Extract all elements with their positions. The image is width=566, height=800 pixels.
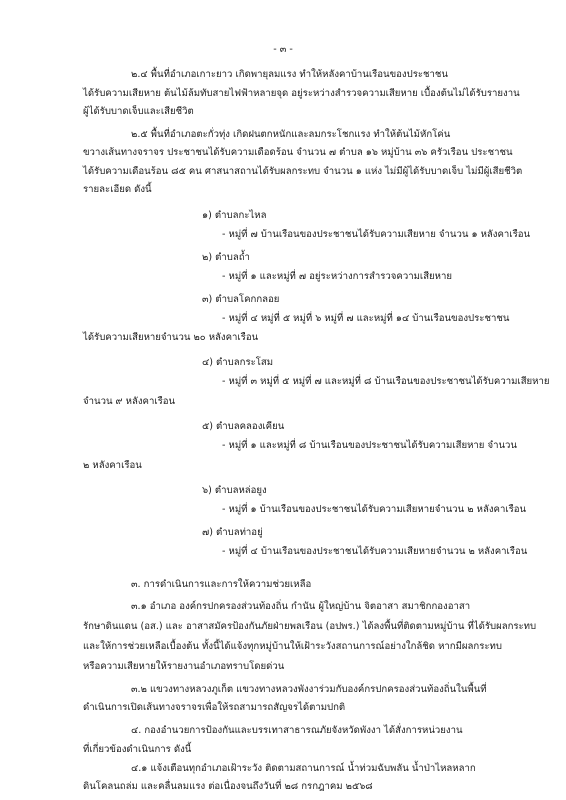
subdistrict-detail-cont: ๒ หลังคาเรือน xyxy=(83,460,142,471)
section-4-line: ๔. กองอำนวยการป้องกันและบรรเทาสาธารณภัยจังหวัดพังงา ได้สั่งการหน่วยงาน xyxy=(131,725,463,736)
paragraph-4-1-line: ๔.๑ แจ้งเตือนทุกอำเภอเฝ้าระวัง ติดตามสถานการณ์ น้ำท่วมฉับพลัน น้ำป่าไหลหลาก xyxy=(131,763,476,774)
paragraph-4-1-line: ดินโคลนถล่ม และคลื่นลมแรง ต่อเนื่องจนถึงวันที่ ๒๘ กรกฎาคม ๒๕๖๘ xyxy=(83,781,373,792)
subdistrict-heading: ๔) ตำบลกระโสม xyxy=(202,357,274,368)
section-4-line: ที่เกี่ยวข้องดำเนินการ ดังนี้ xyxy=(83,744,192,755)
subdistrict-heading: ๓) ตำบลโคกกลอย xyxy=(202,294,280,305)
subdistrict-detail: - หมู่ที่ ๑ และหมู่ที่ ๘ บ้านเรือนของประชาชนได้รับความเสียหาย จำนวน xyxy=(222,440,517,451)
page-number: - ๓ - xyxy=(273,44,293,55)
subdistrict-detail: - หมู่ที่ ๔ หมู่ที่ ๕ หมู่ที่ ๖ หมู่ที่ ๗ และหมู่ที่ ๑๔ บ้านเรือนของประชาชน xyxy=(222,313,510,324)
subdistrict-detail-cont: จำนวน ๙ หลังคาเรือน xyxy=(83,396,176,407)
paragraph-2-5-line: ๒.๕ พื้นที่อำเภอตะกั่วทุ่ง เกิดฝนตกหนักและลมกระโชกแรง ทำให้ต้นไม้หักโค่น xyxy=(131,129,451,140)
subdistrict-detail: - หมู่ที่ ๔ บ้านเรือนของประชาชนได้รับความเสียหายจำนวน ๒ หลังคาเรือน xyxy=(222,546,528,557)
paragraph-3-1-line: หรือความเสียหายให้รายงานอำเภอทราบโดยด่วน xyxy=(83,661,285,672)
paragraph-2-5-line: ได้รับความเดือนร้อน ๘๕ คน ศาสนาสถานได้รับผลกระทบ จำนวน ๑ แห่ง ไม่มีผู้ได้รับบาดเจ็บ ไม่มีผู้เสียชีวิต xyxy=(83,166,523,177)
paragraph-3-2-line: ดำเนินการเปิดเส้นทางจราจรเพื่อให้รถสามารถสัญจรได้ตามปกติ xyxy=(83,702,346,713)
paragraph-2-4-line: ได้รับความเสียหาย ต้นไม้ล้มทับสายไฟฟ้าหลายจุด อยู่ระหว่างสำรวจความเสียหาย เบื้องต้นไม่ได้รับรายงาน xyxy=(83,88,520,99)
subdistrict-detail: - หมู่ที่ ๗ บ้านเรือนของประชาชนได้รับความเสียหาย จำนวน ๑ หลังคาเรือน xyxy=(222,229,531,240)
paragraph-3-2-line: ๓.๒ แขวงทางหลวงภูเก็ต แขวงทางหลวงพังงาร่วมกับองค์กรปกครองส่วนท้องถิ่นในพื้นที่ xyxy=(131,684,487,695)
section-3-heading: ๓. การดำเนินการและการให้ความช่วยเหลือ xyxy=(131,579,312,590)
subdistrict-detail-cont: ได้รับความเสียหายจำนวน ๒๐ หลังคาเรือน xyxy=(83,332,259,343)
subdistrict-heading: ๒) ตำบลถ้ำ xyxy=(202,252,250,263)
paragraph-2-4-line: ๒.๔ พื้นที่อำเภอเกาะยาว เกิดพายุลมแรง ทำให้หลังคาบ้านเรือนของประชาชน xyxy=(131,69,448,80)
paragraph-3-1-line: ๓.๑ อำเภอ องค์กรปกครองส่วนท้องถิ่น กำนัน ผู้ใหญ่บ้าน จิตอาสา สมาชิกกองอาสา xyxy=(131,601,471,612)
paragraph-3-1-line: และให้การช่วยเหลือเบื้องต้น ทั้งนี้ได้แจ้งทุกหมู่บ้านให้เฝ้าระวังสถานการณ์อย่างใกล้ชิด หากมีผลกระทบ xyxy=(83,641,502,652)
subdistrict-detail: - หมู่ที่ ๑ และหมู่ที่ ๗ อยู่ระหว่างการสำรวจความเสียหาย xyxy=(222,271,453,282)
paragraph-3-1-line: รักษาดินแดน (อส.) และ อาสาสมัครป้องกันภัยฝ่ายพลเรือน (อปพร.) ได้ลงพื้นที่ติดตามหมู่บ้าน ที่ได้รับผลกระทบ xyxy=(83,621,537,632)
subdistrict-detail: - หมู่ที่ ๑ บ้านเรือนของประชาชนได้รับความเสียหายจำนวน ๒ หลังคาเรือน xyxy=(222,504,527,515)
subdistrict-heading: ๑) ตำบลกะไหล xyxy=(202,210,267,221)
subdistrict-heading: ๖) ตำบลหล่อยูง xyxy=(202,485,267,496)
subdistrict-heading: ๗) ตำบลท่าอยู่ xyxy=(202,527,263,538)
paragraph-2-4-line: ผู้ได้รับบาดเจ็บและเสียชีวิต xyxy=(83,106,194,117)
subdistrict-detail: - หมู่ที่ ๓ หมู่ที่ ๕ หมู่ที่ ๗ และหมู่ที่ ๘ บ้านเรือนของประชาชนได้รับความเสียหาย xyxy=(222,376,550,387)
paragraph-2-5-line: รายละเอียด ดังนี้ xyxy=(83,184,152,195)
subdistrict-heading: ๕) ตำบลคลองเคียน xyxy=(202,421,285,432)
paragraph-2-5-line: ขวางเส้นทางจราจร ประชาชนได้รับความเดือดร้อน จำนวน ๗ ตำบล ๑๖ หมู่บ้าน ๓๖ ครัวเรือน ประชาชน xyxy=(83,147,513,158)
